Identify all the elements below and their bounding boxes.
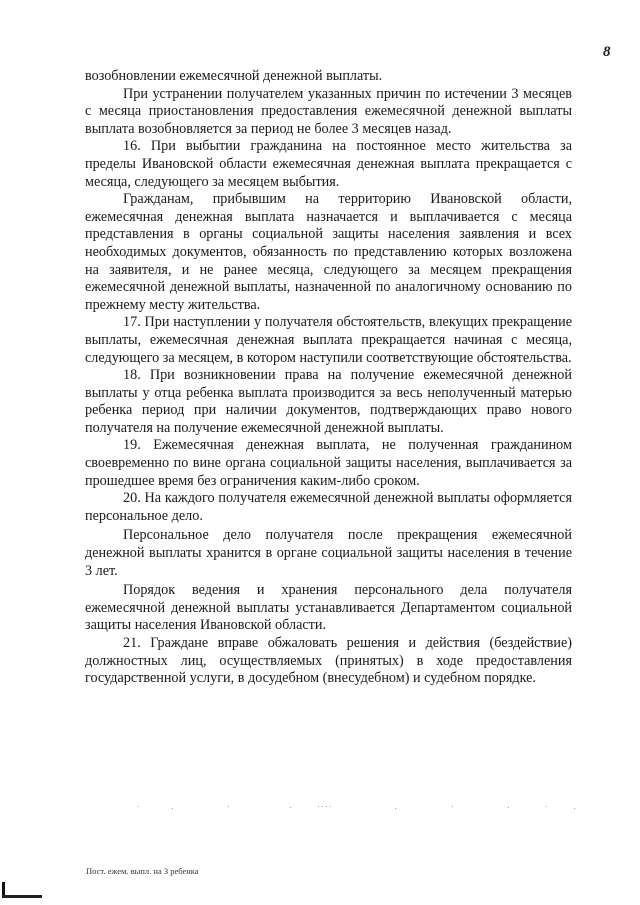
footer-note: Пост. ежем. выпл. на 3 ребенка [86, 866, 199, 876]
paragraph-clause-19: 19. Ежемесячная денежная выплата, не полученная гражданином своевременно по вине органа социальной защиты населения, выплачивается за прошедшее время без ограничения каким-либо сроком. [85, 437, 572, 489]
paragraph-clause-20: 20. На каждого получателя ежемесячной денежной выплаты оформляется персональное дело. [85, 490, 572, 524]
paragraph: Персональное дело получателя после прекращения ежемесячной денежной выплаты хранится в органе социальной защиты населения в течение 3 лет. [85, 527, 572, 579]
scan-edge-line [2, 895, 42, 898]
page-number: 8 [603, 44, 611, 60]
paragraph-clause-18: 18. При возникновении права на получение ежемесячной денежной выплаты у отца ребенка выплата производится за весь неполученный матерью ребенка период при наличии документов, подтверждающих право нового получателя на получение ежемесячной денежной выплаты. [85, 367, 572, 436]
paragraph-continuation: возобновлении ежемесячной денежной выплаты. [85, 68, 383, 84]
document-body [85, 68, 572, 688]
paragraph-clause-16: 16. При выбытии гражданина на постоянное место жительства за пределы Ивановской области ежемесячная денежная выплата прекращается с месяца, следующего за месяцем выбытия. [85, 138, 572, 190]
paragraph: Порядок ведения и хранения персонального дела получателя ежемесячной денежной выплаты устанавливается Департаментом социальной защиты населения Ивановской области. [85, 582, 572, 634]
paragraph-clause-21: 21. Граждане вправе обжаловать решения и действия (бездействие) должностных лиц, осуществляемых (принятых) в ходе предоставления государственной услуги, в досудебном (внесудебном) и судебном порядке. [85, 635, 572, 687]
paragraph: Гражданам, прибывшим на территорию Ивановской области, ежемесячная денежная выплата назначается и выплачивается с месяца представления в органы социальной защиты населения заявления и всех необходимых документов, обязанность по представлению которых возложена на заявителя, и не ранее месяца, следующего за месяцем прекращения ежемесячной денежной выплаты, назначенной по аналогичному основанию по прежнему месту жительства. [85, 191, 572, 313]
paragraph: При устранении получателем указанных причин по истечении 3 месяцев с месяца приостановления предоставления ежемесячной денежной выплаты выплата возобновляется за период не более 3 месяцев назад. [85, 85, 572, 137]
paragraph-clause-17: 17. При наступлении у получателя обстоятельств, влекущих прекращение выплаты, ежемесячная денежная выплата прекращается начиная с месяца, следующего за месяцем, в котором наступили соответствующие обстоятельства. [85, 314, 572, 366]
